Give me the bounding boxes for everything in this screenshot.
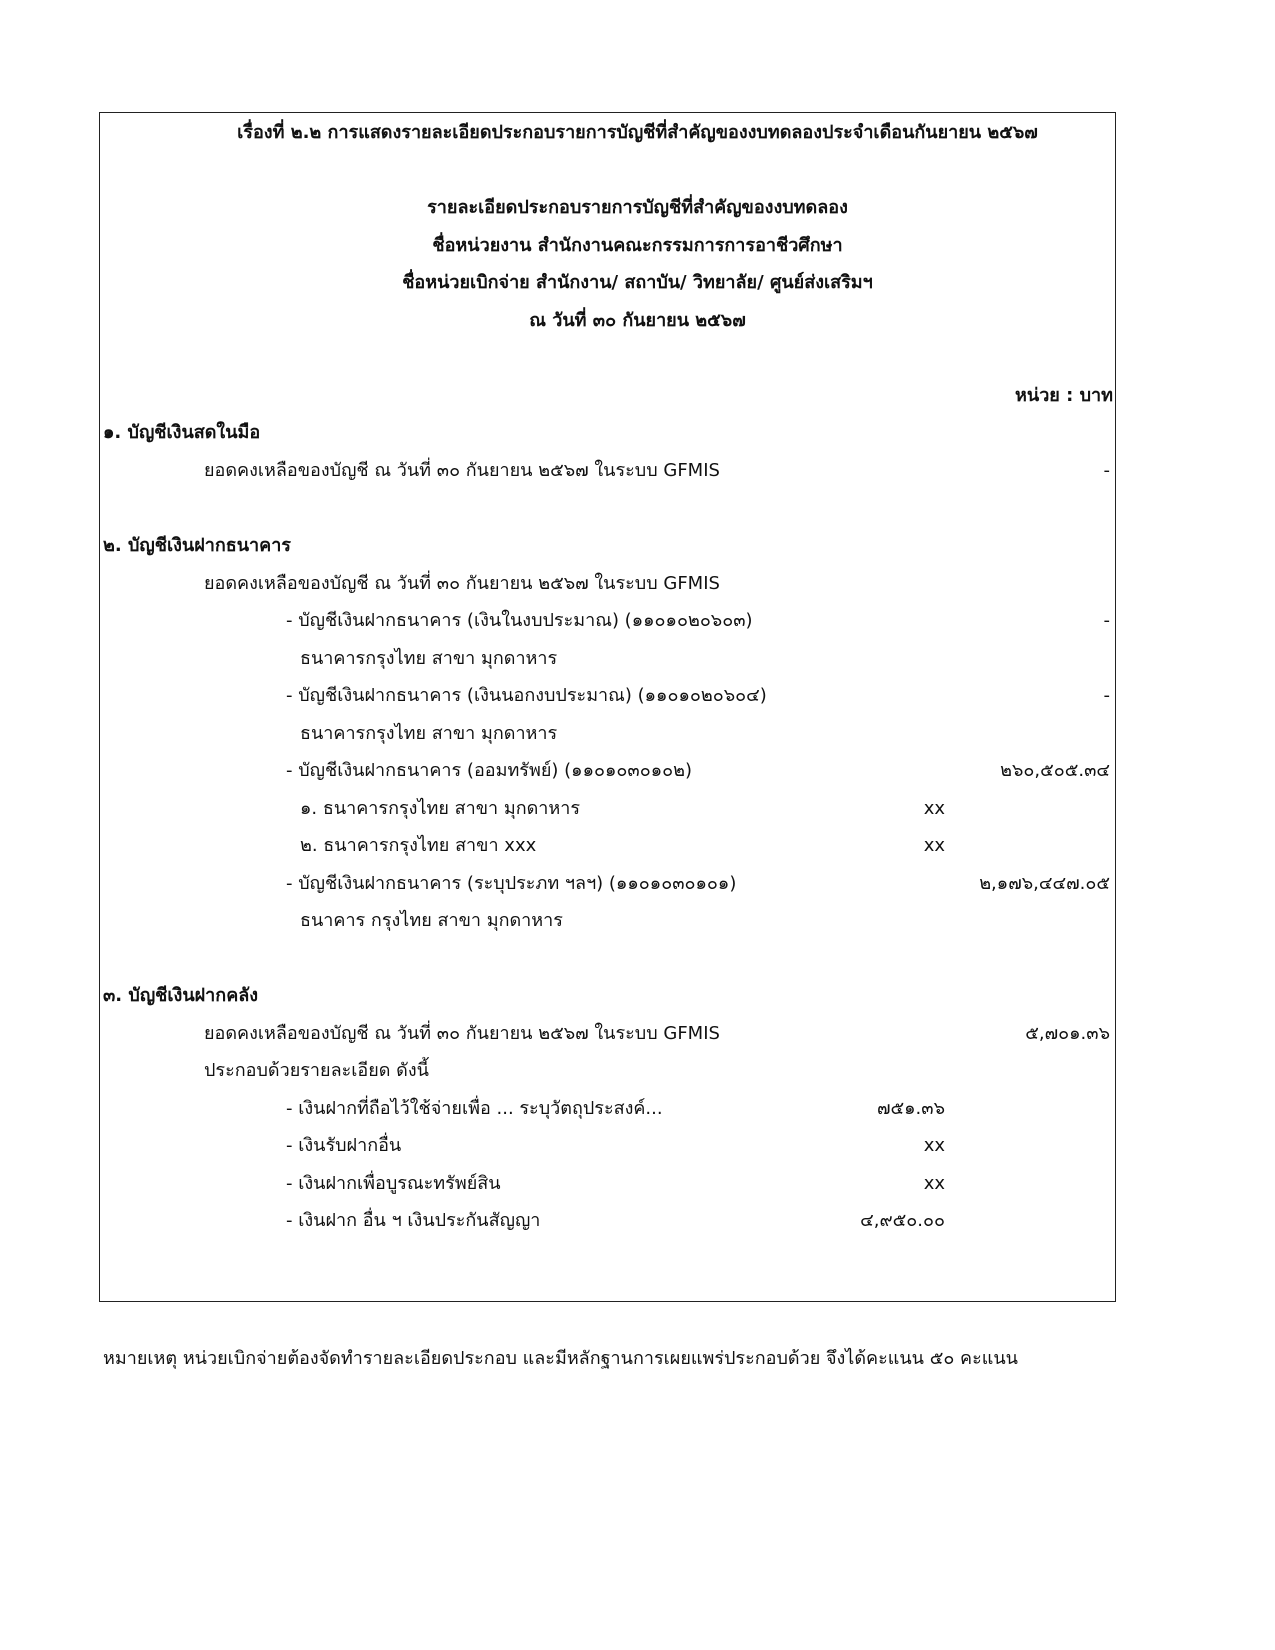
- section1-heading: ๑. บัญชีเงินสดในมือ: [103, 422, 261, 443]
- acc2-bank: ธนาคารกรุงไทย สาขา มุกดาหาร: [300, 723, 558, 744]
- section1-balance-value: -: [1103, 460, 1110, 481]
- acc1-value: -: [1103, 610, 1110, 631]
- section1-balance-label: ยอดคงเหลือของบัญชี ณ วันที่ ๓๐ กันยายน ๒๕๖๗ ในระบบ GFMIS: [204, 460, 720, 481]
- report-title: รายละเอียดประกอบรายการบัญชีที่สำคัญของงบทดลอง: [427, 197, 848, 218]
- acc3-sub2-label: ๒. ธนาคารกรุงไทย สาขา xxx: [300, 835, 537, 856]
- as-of-date: ณ วันที่ ๓๐ กันยายน ๒๕๖๗: [529, 310, 746, 331]
- acc3-sub1-label: ๑. ธนาคารกรุงไทย สาขา มุกดาหาร: [300, 798, 581, 819]
- acc4-bank: ธนาคาร กรุงไทย สาขา มุกดาหาร: [300, 910, 563, 931]
- section3-item4-value: ๔,๙๕๐.๐๐: [860, 1210, 945, 1231]
- section3-item2-label: - เงินรับฝากอื่น: [286, 1135, 402, 1156]
- acc3-sub2-value: xx: [923, 835, 945, 856]
- section3-item1-value: ๗๕๑.๓๖: [876, 1098, 945, 1119]
- section2-balance-label: ยอดคงเหลือของบัญชี ณ วันที่ ๓๐ กันยายน ๒๕๖๗ ในระบบ GFMIS: [204, 573, 720, 594]
- section3-item2-value: xx: [923, 1135, 945, 1156]
- section2-heading: ๒. บัญชีเงินฝากธนาคาร: [103, 535, 291, 556]
- acc4-label: - บัญชีเงินฝากธนาคาร (ระบุประภท ฯลฯ) (๑๑๐๑๐๓๐๑๐๑): [286, 873, 737, 894]
- acc2-value: -: [1103, 685, 1110, 706]
- acc1-bank: ธนาคารกรุงไทย สาขา มุกดาหาร: [300, 648, 558, 669]
- agency-name: ชื่อหน่วยงาน สำนักงานคณะกรรมการการอาชีวศึกษา: [432, 235, 843, 256]
- section3-item3-value: xx: [923, 1173, 945, 1194]
- acc4-value: ๒,๑๗๖,๔๔๗.๐๕: [979, 873, 1110, 894]
- section3-heading: ๓. บัญชีเงินฝากคลัง: [103, 985, 259, 1006]
- acc1-label: - บัญชีเงินฝากธนาคาร (เงินในงบประมาณ) (๑๑๐๑๐๒๐๖๐๓): [286, 610, 753, 631]
- acc3-sub1-value: xx: [923, 798, 945, 819]
- acc3-label: - บัญชีเงินฝากธนาคาร (ออมทรัพย์) (๑๑๐๑๐๓๐๑๐๒): [286, 760, 692, 781]
- topic-heading: เรื่องที่ ๒.๒ การแสดงรายละเอียดประกอบรายการบัญชีที่สำคัญของงบทดลองประจำเดือนกันยายน ๒๕๖๗: [237, 122, 1038, 143]
- section3-item3-label: - เงินฝากเพื่อบูรณะทรัพย์สิน: [286, 1173, 501, 1194]
- unit-label: หน่วย : บาท: [1015, 385, 1113, 406]
- section3-balance-label: ยอดคงเหลือของบัญชี ณ วันที่ ๓๐ กันยายน ๒๕๖๗ ในระบบ GFMIS: [204, 1023, 720, 1044]
- disbursing-unit: ชื่อหน่วยเบิกจ่าย สำนักงาน/ สถาบัน/ วิทยาลัย/ ศูนย์ส่งเสริมฯ: [402, 272, 873, 293]
- acc2-label: - บัญชีเงินฝากธนาคาร (เงินนอกงบประมาณ) (๑๑๐๑๐๒๐๖๐๔): [286, 685, 767, 706]
- acc3-value: ๒๖๐,๕๐๕.๓๔: [1000, 760, 1110, 781]
- section3-balance-value: ๕,๗๐๑.๓๖: [1025, 1023, 1110, 1044]
- section3-item1-label: - เงินฝากที่ถือไว้ใช้จ่ายเพื่อ ... ระบุวัตถุประสงค์...: [286, 1098, 663, 1119]
- section3-consists-of: ประกอบด้วยรายละเอียด ดังนี้: [204, 1060, 429, 1081]
- footnote: หมายเหตุ หน่วยเบิกจ่ายต้องจัดทำรายละเอียดประกอบ และมีหลักฐานการเผยแพร่ประกอบด้วย จึงได้คะแนน ๕๐ คะแนน: [103, 1348, 1018, 1369]
- section3-item4-label: - เงินฝาก อื่น ฯ เงินประกันสัญญา: [286, 1210, 541, 1231]
